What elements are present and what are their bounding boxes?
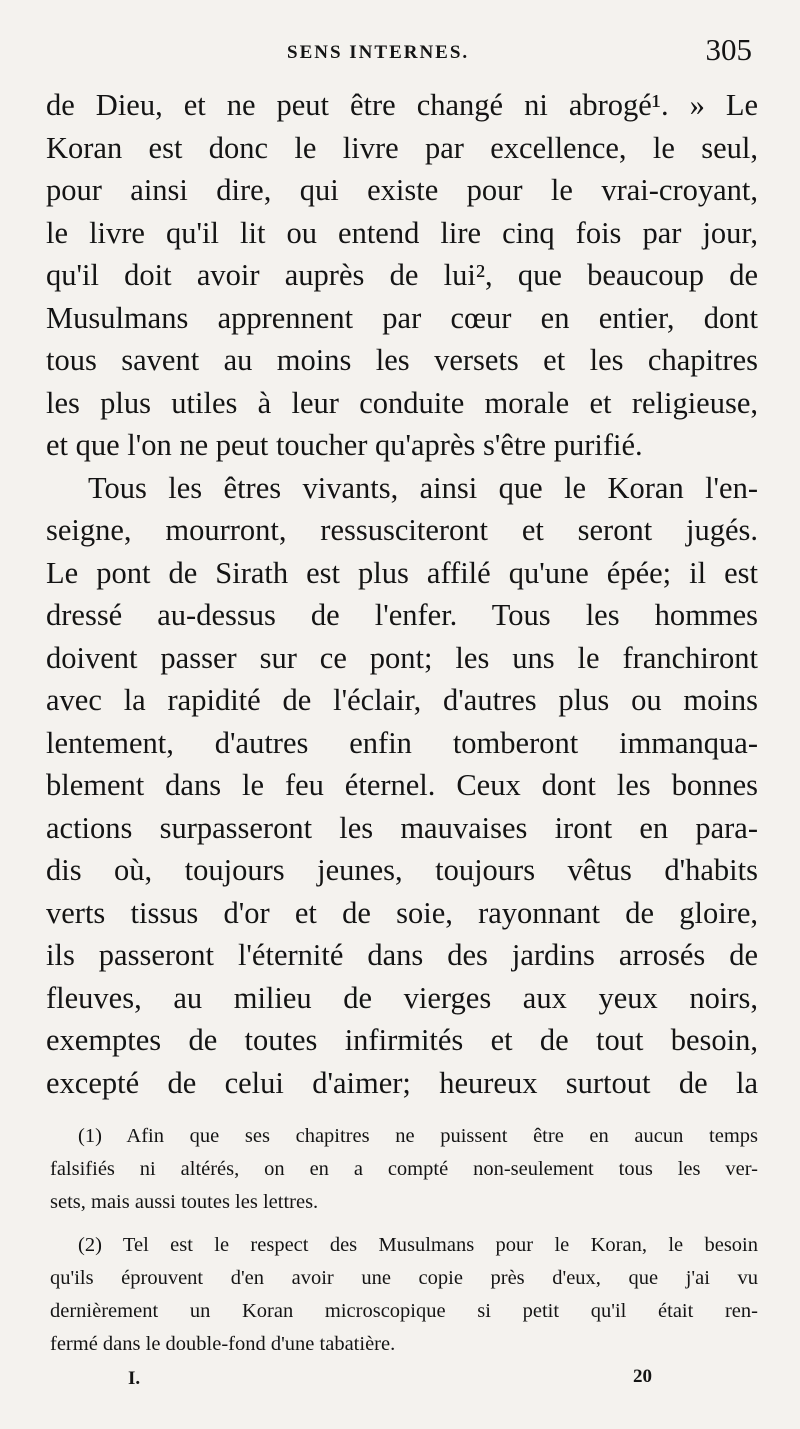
text-line: et que l'on ne peut toucher qu'après s'être purifié.: [46, 428, 643, 462]
text-line: Koran est donc le livre par excellence, le seul,: [46, 130, 758, 165]
signature-mark: I.: [128, 1368, 141, 1389]
text-line: les plus utiles à leur conduite morale et religieuse,: [46, 385, 758, 420]
text-line: exemptes de toutes infirmités et de tout besoin,: [46, 1023, 758, 1057]
page-number: 305: [705, 32, 752, 67]
footnote-2: [50, 1229, 758, 1361]
text-line: le livre qu'il lit ou entend lire cinq fois par jour,: [46, 215, 758, 250]
text-line: qu'il doit avoir auprès de lui², que beaucoup de: [46, 258, 758, 292]
footnote-line: falsifiés ni altérés, on en a compté non-seulement tous les ver-: [50, 1158, 758, 1180]
main-text: [46, 84, 758, 1104]
text-line: actions surpasseront les mauvaises iront en para-: [46, 810, 758, 845]
text-line: Musulmans apprennent par cœur en entier, dont: [46, 300, 758, 335]
footnote-line: dernièrement un Koran microscopique si petit qu'il était ren-: [50, 1300, 758, 1322]
footnote-line: sets, mais aussi toutes les lettres.: [50, 1191, 319, 1213]
text-line: Tous les êtres vivants, ainsi que le Koran l'en-: [88, 470, 758, 505]
text-line: avec la rapidité de l'éclair, d'autres plus ou moins: [46, 683, 758, 717]
running-title: SENS INTERNES.: [287, 42, 470, 63]
footnotes: [50, 1120, 758, 1361]
footnote-line: (2) Tel est le respect des Musulmans pour le Koran, le besoin: [78, 1234, 758, 1256]
text-line: seigne, mourront, ressusciteront et seront jugés.: [46, 513, 758, 547]
footnote-line: (1) Afin que ses chapitres ne puissent être en aucun temps: [78, 1125, 758, 1147]
text-line: dis où, toujours jeunes, toujours vêtus d'habits: [46, 853, 758, 887]
sheet-number: 20: [633, 1366, 652, 1387]
text-line: ils passeront l'éternité dans des jardins arrosés de: [46, 938, 758, 972]
text-line: lentement, d'autres enfin tomberont immanqua-: [46, 725, 758, 760]
footnote-line: fermé dans le double-fond d'une tabatière.: [50, 1333, 396, 1355]
text-line: excepté de celui d'aimer; heureux surtout de la: [46, 1065, 758, 1100]
footnote-line: qu'ils éprouvent d'en avoir une copie près d'eux, que j'ai vu: [50, 1267, 758, 1289]
footnote-1: [50, 1120, 758, 1219]
text-line: tous savent au moins les versets et les chapitres: [46, 343, 758, 377]
text-line: blement dans le feu éternel. Ceux dont les bonnes: [46, 768, 758, 802]
text-line: doivent passer sur ce pont; les uns le franchiront: [46, 640, 758, 675]
text-line: de Dieu, et ne peut être changé ni abrogé¹. » Le: [46, 88, 758, 122]
text-line: dressé au-dessus de l'enfer. Tous les hommes: [46, 598, 758, 632]
text-line: verts tissus d'or et de soie, rayonnant de gloire,: [46, 895, 758, 930]
text-line: pour ainsi dire, qui existe pour le vrai-croyant,: [46, 173, 758, 207]
text-line: Le pont de Sirath est plus affilé qu'une épée; il est: [46, 555, 758, 590]
text-line: fleuves, au milieu de vierges aux yeux noirs,: [46, 980, 758, 1015]
running-head: [0, 32, 800, 72]
